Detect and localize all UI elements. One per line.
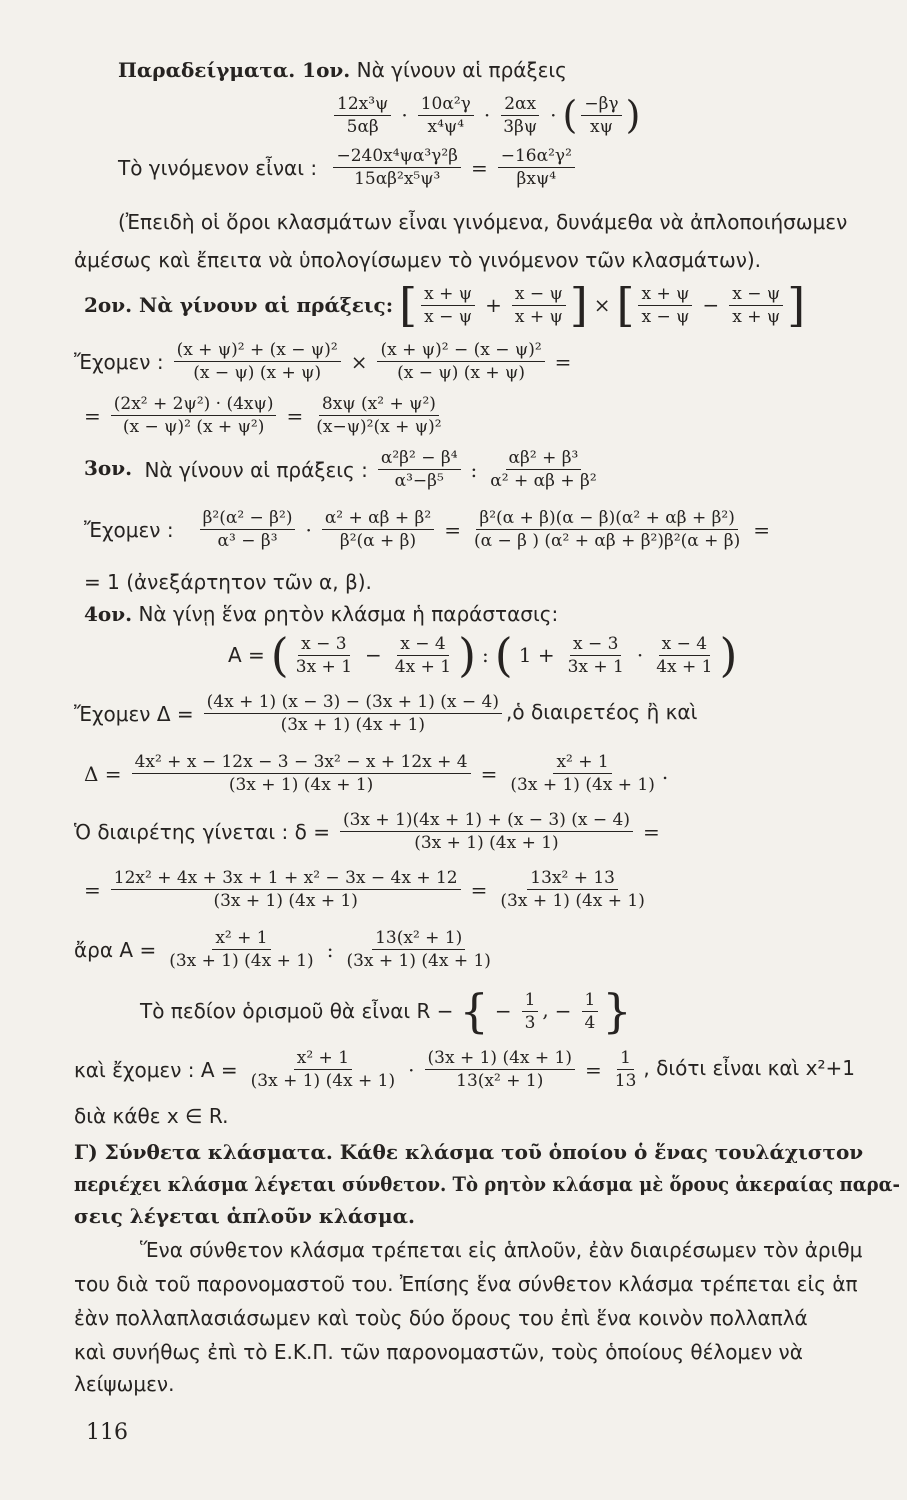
fraction: $\frac{\text{β²(α² − β²)}}{\text{α³ − β³}}$ [200, 508, 296, 551]
lhs-label: Α = [228, 643, 265, 667]
fraction: $\frac{\text{13(x² + 1)}}{(3x + 1) (4x + 1)}$ [346, 928, 491, 971]
example-4-divisor: Ὁ διαιρέτης γίνεται : δ = $\frac{(3x + 1)(4x + 1) + (x - 3) (x - 4)}{(3x + 1) (4x + 1)}$ = [74, 810, 660, 853]
fraction: $\frac{(3x + 1) (4x + 1)}{\text{13(x² + 1)}}$ [425, 1048, 575, 1091]
fraction: $\frac{1}{13}$ [614, 1048, 637, 1091]
example-2-heading: 2ον. Νὰ γίνουν αἱ πράξεις: [84, 293, 394, 317]
fraction: $\frac{\text{(2x² + 2ψ²) · (4xψ)}}{\text{(x − ψ)² (x + ψ²)}}$ [111, 394, 277, 437]
domain-text: Τὸ πεδίον ὁρισμοῦ θὰ εἶναι R − [140, 999, 454, 1023]
example-4-heading: 4ον. [84, 602, 133, 626]
example-1-note-line-1: (Ἐπειδὴ οἱ ὅροι κλασμάτων εἶναι γινόμενα, δυνάμεθα νὰ ἀπλοποιήσωμεν [118, 210, 848, 234]
fraction: $\frac{1}{3}$ [522, 990, 539, 1033]
example-1-note-line-2: ἀμέσως καὶ ἔπειτα νὰ ὑπολογίσωμεν τὸ γινόμενον τῶν κλασμάτων). [74, 248, 762, 272]
example-3-result: = 1 (ἀνεξάρτητον τῶν α, β). [84, 570, 372, 594]
example-4-divisor-simplified: = $\frac{\text{12x² + 4x + 3x + 1 + x² − 3x − 4x + 12}}{(3x + 1) (4x + 1)}$ = $\frac{\text{13x² + 13}}{(3x + 1) (4x + 1)}$ [84, 868, 652, 911]
example-1-expression: $\frac{\text{12x³ψ}}{5\alpha\beta}$ · $\frac{\text{10α²γ}}{\text{x⁴ψ⁴}}$ · $\frac{2\alpha x}{3\beta\psi}$ · ( $\frac{-\beta\gamma}{x\psi}$ ) [330, 92, 640, 138]
ara-label: ἄρα Α = [74, 937, 157, 962]
example-4-delta-simplified: Δ = $\frac{\text{4x² + x − 12x − 3 − 3x² − x + 12x + 4}}{(3x + 1) (4x + 1)}$ = $\frac{\text{x² + 1}}{(3x + 1) (4x + 1)}$ . [84, 752, 669, 795]
fraction: $\frac{x - 4}{4x + 1}$ [656, 633, 713, 677]
fraction: $\frac{x - \psi}{x + \psi}$ [512, 284, 566, 327]
section-g-line-6: ἐὰν πολλαπλασιάσωμεν καὶ τοὺς δύο ὅρους του ἐπὶ ἕνα κοινὸν πολλαπλά [74, 1306, 808, 1330]
fraction: $\frac{\text{x² + 1}}{(3x + 1) (4x + 1)}$ [169, 928, 314, 971]
fraction: $\frac{\text{4x² + x − 12x − 3 − 3x² − x + 12x + 4}}{(3x + 1) (4x + 1)}$ [132, 752, 471, 795]
product-label: Τὸ γινόμενον εἶναι : [118, 155, 318, 180]
fraction: $\frac{\text{10α²γ}}{\text{x⁴ψ⁴}}$ [418, 94, 474, 137]
example-2-problem: 2ον. Νὰ γίνουν αἱ πράξεις: [ $\frac{x + \psi}{x - \psi}$ + $\frac{x - \psi}{x + \psi}$ ] × [ $\frac{x + \psi}{x - \psi}$ − $\frac{x - \psi}{x + \psi}$ ] [84, 278, 806, 332]
example-3-step: Ἔχομεν : $\frac{\text{β²(α² − β²)}}{\text{α³ − β³}}$ · $\frac{\text{α² + αβ + β²}}{\text{β²(α + β)}}$ = $\frac{\text{β²(α + β)(α − β)(α² + αβ + β²)}}{\text{(α − β ) (α² + αβ + β²)β²(α + β)}}$ = [84, 508, 771, 551]
example-1-product: Τὸ γινόμενον εἶναι : $\frac{\text{−240x⁴ψα³γ²β}}{\text{15αβ²x⁵ψ³}}$ = $\frac{\text{−16α²γ²}}{\text{βxψ⁴}}$ [118, 146, 579, 189]
final-tail: , διότι εἶναι καὶ x²+1 [643, 1056, 856, 1080]
final-label: καὶ ἔχομεν : Α = [74, 1057, 238, 1082]
fraction: $\frac{\text{β²(α + β)(α − β)(α² + αβ + β²)}}{\text{(α − β ) (α² + αβ + β²)β²(α + β)}}$ [473, 508, 741, 551]
fraction: $\frac{\text{13x² + 13}}{(3x + 1) (4x + 1)}$ [500, 868, 645, 911]
page-number: 116 [86, 1420, 128, 1445]
fraction: $\frac{\text{(x + ψ)² + (x − ψ)²}}{(x - \psi) (x + \psi)}$ [174, 340, 341, 383]
section-g-line-2: περιέχει κλάσμα λέγεται σύνθετον. Τὸ ρητὸν κλάσμα μὲ ὅρους ἀκεραίας παρα- [74, 1172, 900, 1196]
example-4-delta [74, 692, 697, 735]
section-g-line-4: Ἕνα σύνθετον κλάσμα τρέπεται εἰς ἁπλοῦν, ἐὰν διαιρέσωμεν τὸν ἀριθμ [140, 1238, 863, 1262]
fraction: $\frac{x + \psi}{x - \psi}$ [638, 284, 692, 327]
delta-tail: ,ὁ διαιρετέος ἢ καὶ [506, 700, 698, 724]
example-4-domain: Τὸ πεδίον ὁρισμοῦ θὰ εἶναι R − { − $\frac{1}{3}$ , − $\frac{1}{4}$ } [140, 984, 632, 1038]
fraction: $\frac{\text{α² + αβ + β²}}{\text{β²(α + β)}}$ [322, 508, 434, 551]
section-g-line-8: λείψωμεν. [74, 1372, 175, 1396]
fraction: $\frac{\text{α²β² − β⁴}}{\text{α³−β⁵}}$ [378, 448, 461, 491]
delta-label: Ἔχομεν Δ = [74, 701, 194, 726]
divisor-label: Ὁ διαιρέτης γίνεται : δ = [74, 819, 330, 844]
example-3-intro: Νὰ γίνουν αἱ πράξεις : [144, 457, 368, 482]
fraction: $\frac{x - 3}{3x + 1}$ [295, 633, 353, 677]
section-g-line-1: Γ) Σύνθετα κλάσματα. Κάθε κλάσμα τοῦ ὁποίου ὁ ἕνας τουλάχιστον [74, 1140, 864, 1164]
delta-label: Δ = [84, 761, 122, 786]
fraction: $\frac{(3x + 1)(4x + 1) + (x - 3) (x - 4)}{(3x + 1) (4x + 1)}$ [340, 810, 633, 853]
fraction: $\frac{(4x + 1) (x - 3) - (3x + 1) (x - 4)}{(3x + 1) (4x + 1)}$ [204, 692, 502, 735]
section-g-line-3: σεις λέγεται ἁπλοῦν κλάσμα. [74, 1204, 416, 1228]
fraction: $\frac{x - \psi}{x + \psi}$ [729, 284, 783, 327]
fraction: $\frac{2\alpha x}{3\beta\psi}$ [503, 93, 538, 137]
have-label: Ἔχομεν : [84, 517, 174, 542]
examples-heading: Παραδείγματα. 1ον. [118, 58, 351, 82]
fraction: $\frac{x - 3}{3x + 1}$ [567, 633, 624, 677]
example-3-problem: 3ον. Νὰ γίνουν αἱ πράξεις : $\frac{\text{α²β² − β⁴}}{\text{α³−β⁵}}$ : $\frac{\text{αβ² + β³}}{\text{α² + αβ + β²}}$ [84, 448, 604, 491]
fraction: $\frac{\text{x² + 1}}{(3x + 1) (4x + 1)}$ [250, 1048, 396, 1091]
example-1-heading-line [118, 58, 567, 82]
section-g-line-7: καὶ συνήθως ἐπὶ τὸ Ε.Κ.Π. τῶν παρονομαστῶν, τοὺς ὁποίους θέλομεν νὰ [74, 1340, 803, 1364]
fraction: $\frac{\text{αβ² + β³}}{\text{α² + αβ + β²}}$ [490, 448, 597, 491]
fraction: $\frac{\text{x² + 1}}{(3x + 1) (4x + 1)}$ [510, 752, 655, 795]
fraction: $\frac{\text{12x³ψ}}{5\alpha\beta}$ [334, 94, 391, 137]
example-4-expression: Α = ( $\frac{x - 3}{3x + 1}$ − $\frac{x - 4}{4x + 1}$ ) : ( 1 + $\frac{x - 3}{3x + 1}$ · $\frac{x - 4}{4x + 1}$ ) [228, 628, 738, 682]
example-4-ara: ἄρα Α = $\frac{\text{x² + 1}}{(3x + 1) (4x + 1)}$ : $\frac{\text{13(x² + 1)}}{(3x + 1) (4x + 1)}$ [74, 928, 498, 971]
example-4-forall: διὰ κάθε x ∈ R. [74, 1104, 229, 1128]
example-2-step-1: Ἔχομεν : $\frac{\text{(x + ψ)² + (x − ψ)²}}{(x - \psi) (x + \psi)}$ × $\frac{\text{(x + ψ)² − (x − ψ)²}}{(x - \psi) (x + \psi)}$ = [74, 340, 572, 383]
example-3-heading: 3ον. [84, 456, 133, 480]
one-plus: 1 + [518, 643, 555, 667]
fraction: $\frac{\text{12x² + 4x + 3x + 1 + x² − 3x − 4x + 12}}{(3x + 1) (4x + 1)}$ [111, 868, 461, 911]
fraction: $\frac{x + \psi}{x - \psi}$ [421, 284, 475, 327]
example-4-final: καὶ ἔχομεν : Α = $\frac{\text{x² + 1}}{(3x + 1) (4x + 1)}$ · $\frac{(3x + 1) (4x + 1)}{\text{13(x² + 1)}}$ = $\frac{1}{13}$ , διότι εἶναι καὶ x²+1 [74, 1048, 856, 1091]
example-2-step-2: = $\frac{\text{(2x² + 2ψ²) · (4xψ)}}{\text{(x − ψ)² (x + ψ²)}}$ = $\frac{\text{8xψ (x² + ψ²)}}{\text{(x−ψ)²(x + ψ)²}}$ [84, 394, 449, 437]
fraction: $\frac{x - 4}{4x + 1}$ [394, 633, 452, 677]
fraction: $\frac{1}{4}$ [582, 990, 599, 1033]
example-1-intro: Νὰ γίνουν αἱ πράξεις [356, 58, 567, 82]
example-4-heading-line [84, 602, 558, 626]
fraction: $\frac{\text{(x + ψ)² − (x − ψ)²}}{(x - \psi) (x + \psi)}$ [377, 340, 544, 383]
section-g-line-5: του διὰ τοῦ παρονομαστοῦ του. Ἐπίσης ἕνα σύνθετον κλάσμα τρέπεται εἰς ἁπ [74, 1272, 858, 1296]
example-4-intro: Νὰ γίνῃ ἕνα ρητὸν κλάσμα ἡ παράστασις: [138, 602, 559, 626]
have-label: Ἔχομεν : [74, 349, 164, 374]
fraction: $\frac{\text{−240x⁴ψα³γ²β}}{\text{15αβ²x⁵ψ³}}$ [333, 146, 461, 189]
fraction: $\frac{\text{8xψ (x² + ψ²)}}{\text{(x−ψ)²(x + ψ)²}}$ [316, 394, 442, 437]
fraction: $\frac{\text{−16α²γ²}}{\text{βxψ⁴}}$ [498, 146, 575, 189]
fraction: $\frac{-\beta\gamma}{x\psi}$ [581, 94, 621, 137]
